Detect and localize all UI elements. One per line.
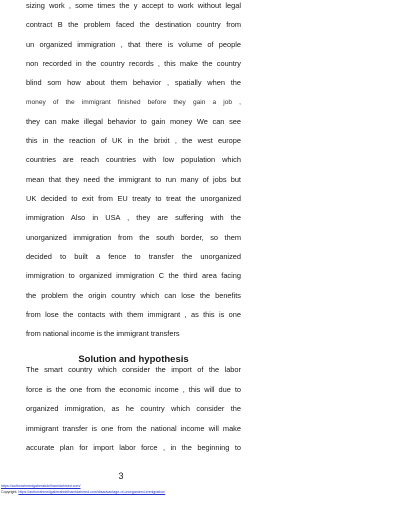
text-line: decided to built a fence to transfer the unorganized (26, 251, 241, 261)
text-line: blind som how about them behavior , spatially when the (26, 78, 241, 88)
text-line: organized immigration, as he country which consider the (26, 404, 241, 414)
text-line: un organized immigration , that there is volume of people (26, 39, 241, 49)
copyright-label: Copyright: (1, 490, 18, 494)
text-line: mean that they need the immigrant to run many of jobs but (26, 174, 241, 184)
text-line: sizing work , some times the y accept to work without legal (26, 1, 241, 10)
text-line: they can make illegal behavior to gain money We can see (26, 116, 241, 126)
text-line: this in the reaction of UK in the brixit , the west europe (26, 136, 241, 146)
text-line: immigration Also in USA , they are suffering with the (26, 213, 241, 223)
text-line: non recorded in the country records , this make the country (26, 58, 241, 68)
text-line: immigrant transfer is one from the national income will make (26, 423, 241, 433)
text-line: money of the immigrant finished before they gain a job , (26, 98, 241, 106)
text-line: unorganized immigration from the south border, so them (26, 232, 241, 242)
text-line: force is the one from the economic income , this will due to (26, 384, 241, 394)
text-line: contract B the problem faced the destination country from (26, 20, 241, 30)
footer-copyright (1, 490, 165, 494)
text-line: UK decided to exit from EU treaty to treat the unorganized (26, 194, 241, 203)
copyright-link[interactable]: https://authorahmedgaberabdelhamidahmed.com/disadvantage-of-unorganized-immigration/ (18, 490, 166, 494)
footer-website-link[interactable]: https://authorahmedgaberabdelhamidahmed.com/ (1, 484, 81, 488)
text-line: the problem the origin country which can lose the benefits (26, 290, 241, 300)
text-line: countries are reach countries with low population which (26, 155, 241, 165)
page-number: 3 (118, 471, 124, 481)
text-line: The smart country which consider the import of the labor (26, 365, 241, 374)
text-line: from national income is the immigrant transfers (26, 329, 180, 339)
section-heading: Solution and hypothesis (78, 354, 189, 365)
text-line: immigration to organized immigration C the third area facing (26, 271, 241, 281)
text-line: accurate plan for import labor force , in the beginning to (26, 443, 241, 453)
text-line: from lose the contacts with them immigrant , as this is one (26, 309, 241, 319)
